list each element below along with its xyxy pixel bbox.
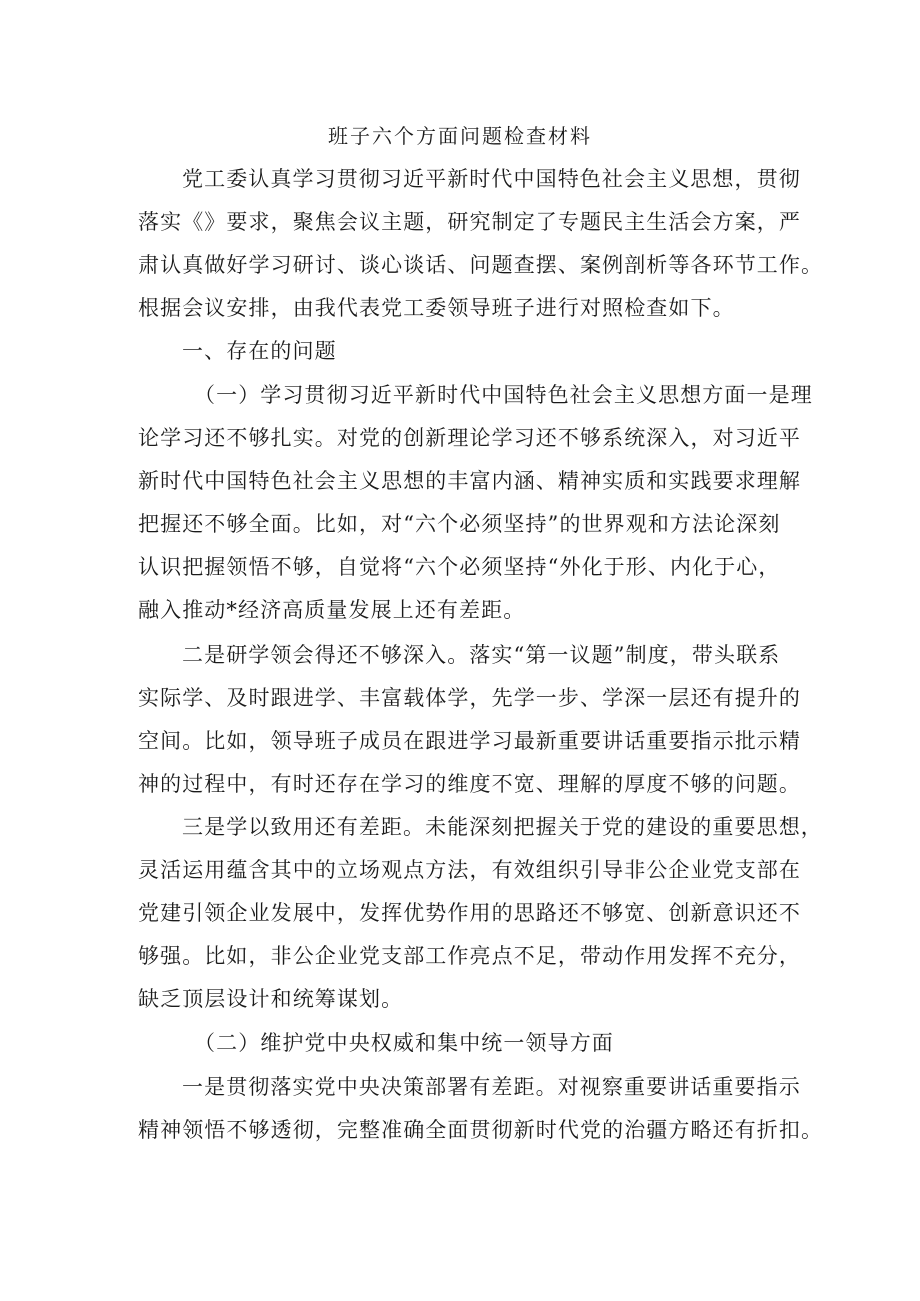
text-line: 根据会议安排，由我代表党工委领导班子进行对照检查如下。 — [138, 296, 735, 320]
intro-paragraph — [138, 158, 824, 330]
text-line: （二）维护党中央权威和集中统一领导方面 — [194, 1031, 614, 1055]
part1-paragraph — [138, 374, 813, 632]
text-line: 精神领悟不够透彻，完整准确全面贯彻新时代党的治疆方略还有折扣。 — [138, 1118, 824, 1142]
part2-paragraph — [138, 634, 801, 806]
text-line: 一、存在的问题 — [182, 339, 337, 363]
part4-paragraph — [138, 1066, 824, 1152]
text-line: 一是贯彻落实党中央决策部署有差距。对视察重要讲话重要指示 — [182, 1075, 801, 1099]
text-line: 空间。比如，领导班子成员在跟进学习最新重要讲话重要指示批示精 — [138, 729, 801, 753]
text-line: 党建引领企业发展中，发挥优势作用的思路还不够宽、创新意识还不 — [138, 901, 801, 925]
text-line: 论学习还不够扎实。对党的创新理论学习还不够系统深入，对习近平 — [138, 426, 801, 450]
text-line: 党工委认真学习贯彻习近平新时代中国特色社会主义思想，贯彻 — [182, 167, 801, 191]
text-line: 融入推动*经济高质量发展上还有差距。 — [138, 598, 526, 622]
text-line: 把握还不够全面。比如，对“六个必须坚持”的世界观和方法论深刻 — [138, 512, 781, 536]
document-title: 班子六个方面问题检查材料 — [328, 124, 592, 148]
text-line: 肃认真做好学习研讨、谈心谈话、问题查摆、案例剖析等各环节工作。 — [138, 253, 824, 277]
section-heading — [138, 330, 798, 373]
subheading-2 — [138, 1022, 798, 1065]
text-line: 落实《》要求，聚焦会议主题，研究制定了专题民主生活会方案，严 — [138, 210, 801, 234]
text-line: 实际学、及时跟进学、丰富载体学，先学一步、学深一层还有提升的 — [138, 686, 801, 710]
text-line: 二是研学领会得还不够深入。落实“第一议题”制度，带头联系 — [182, 643, 781, 667]
text-line: 新时代中国特色社会主义思想的丰富内涵、精神实质和实践要求理解 — [138, 469, 801, 493]
text-line: 缺乏顶层设计和统筹谋划。 — [138, 987, 404, 1011]
text-line: 灵活运用蕴含其中的立场观点方法，有效组织引导非公企业党支部在 — [138, 858, 801, 882]
text-line: 三是学以致用还有差距。未能深刻把握关于党的建设的重要思想， — [182, 815, 823, 839]
text-line: 认识把握领悟不够，自觉将“六个必须坚持“外化于形、内化于心， — [138, 555, 781, 579]
text-line: （一）学习贯彻习近平新时代中国特色社会主义思想方面一是理 — [194, 383, 813, 407]
text-line: 神的过程中，有时还存在学习的维度不宽、理解的厚度不够的问题。 — [138, 772, 801, 796]
part3-paragraph — [138, 806, 823, 1021]
text-line: 够强。比如，非公企业党支部工作亮点不足，带动作用发挥不充分， — [138, 944, 801, 968]
